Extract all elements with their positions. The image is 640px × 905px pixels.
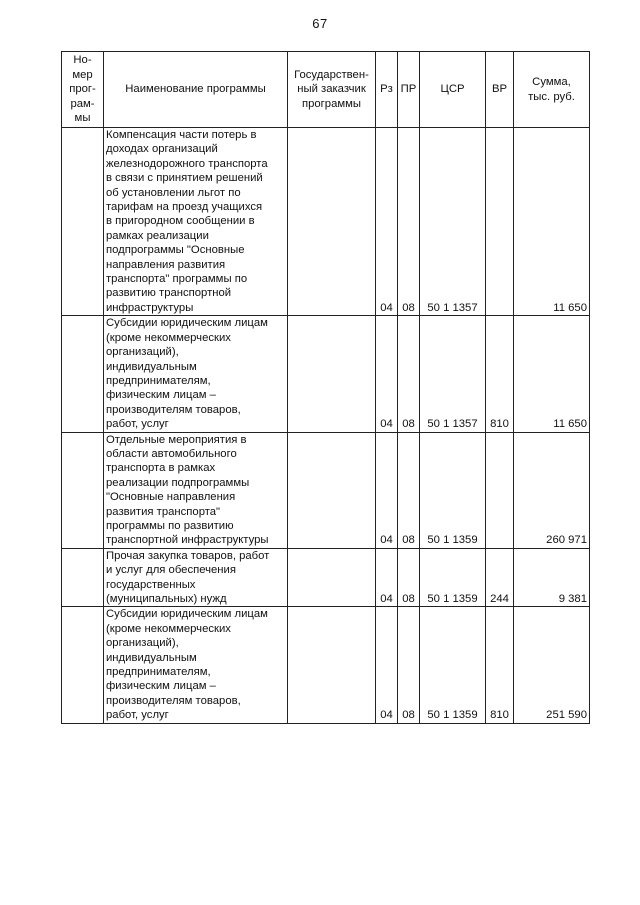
cell-sum: 11 650 (514, 128, 590, 316)
cell-csr: 50 1 1357 (420, 128, 486, 316)
cell-program-name: Компенсация части потерь в доходах организаций железнодорожного транспорта в связи с принятием решений об установлении льгот по тарифам на проезд учащихся в пригородном сообщении в рамках реализации подпрограммы "Основные направления развития транспорта" программы по развитию транспортной инфраструктуры (104, 128, 288, 316)
table-row (62, 316, 590, 432)
cell-program-number (62, 316, 104, 432)
header-label: ВР (491, 83, 508, 96)
table-header-row (62, 52, 590, 128)
cell-csr: 50 1 1359 (420, 607, 486, 723)
header-label: ЦСР (440, 83, 465, 96)
cell-sum: 9 381 (514, 548, 590, 607)
cell-vr: 244 (486, 548, 514, 607)
cell-program-number (62, 607, 104, 723)
cell-state-customer (288, 607, 376, 723)
cell-state-customer (288, 128, 376, 316)
cell-vr: 810 (486, 607, 514, 723)
cell-pr: 08 (398, 432, 420, 548)
cell-state-customer (288, 548, 376, 607)
cell-program-number (62, 128, 104, 316)
header-program-name (104, 52, 288, 128)
cell-vr (486, 128, 514, 316)
cell-rz: 04 (376, 432, 398, 548)
header-sum (514, 52, 590, 128)
cell-pr: 08 (398, 607, 420, 723)
header-pr (398, 52, 420, 128)
cell-csr: 50 1 1359 (420, 548, 486, 607)
header-rz (376, 52, 398, 128)
cell-csr: 50 1 1357 (420, 316, 486, 432)
cell-sum: 251 590 (514, 607, 590, 723)
header-state-customer (288, 52, 376, 128)
cell-vr (486, 432, 514, 548)
cell-rz: 04 (376, 128, 398, 316)
cell-sum: 260 971 (514, 432, 590, 548)
table-row (62, 432, 590, 548)
cell-vr: 810 (486, 316, 514, 432)
table-row (62, 128, 590, 316)
header-label: Рз (380, 83, 393, 96)
cell-program-name: Субсидии юридическим лицам (кроме некоммерческих организаций), индивидуальным предпринимателям, физическим лицам – производителям товаров, работ, услуг (104, 607, 288, 723)
header-program-number (62, 52, 104, 128)
table-body (62, 128, 590, 724)
cell-program-number (62, 548, 104, 607)
header-label: ПР (400, 83, 417, 96)
cell-program-number (62, 432, 104, 548)
header-label: Государствен- ный заказчик программы (294, 68, 369, 110)
header-csr (420, 52, 486, 128)
cell-program-name: Прочая закупка товаров, работ и услуг для обеспечения государственных (муниципальных) нужд (104, 548, 288, 607)
cell-rz: 04 (376, 607, 398, 723)
header-label: Наименование программы (125, 83, 266, 96)
cell-pr: 08 (398, 316, 420, 432)
cell-pr: 08 (398, 548, 420, 607)
page-number: 67 (312, 16, 328, 31)
cell-program-name: Субсидии юридическим лицам (кроме некоммерческих организаций), индивидуальным предпринимателям, физическим лицам – производителям товаров, работ, услуг (104, 316, 288, 432)
header-label: Сумма, тыс. руб. (528, 76, 575, 103)
cell-pr: 08 (398, 128, 420, 316)
cell-rz: 04 (376, 316, 398, 432)
header-vr (486, 52, 514, 128)
budget-program-table (61, 51, 590, 724)
cell-csr: 50 1 1359 (420, 432, 486, 548)
table-row (62, 607, 590, 723)
table-row (62, 548, 590, 607)
header-label: Но- мер прог- рам- мы (69, 54, 96, 125)
cell-sum: 11 650 (514, 316, 590, 432)
cell-rz: 04 (376, 548, 398, 607)
cell-state-customer (288, 316, 376, 432)
cell-program-name: Отдельные мероприятия в области автомобильного транспорта в рамках реализации подпрограммы "Основные направления развития транспорта" программы по развитию транспортной инфраструктуры (104, 432, 288, 548)
cell-state-customer (288, 432, 376, 548)
